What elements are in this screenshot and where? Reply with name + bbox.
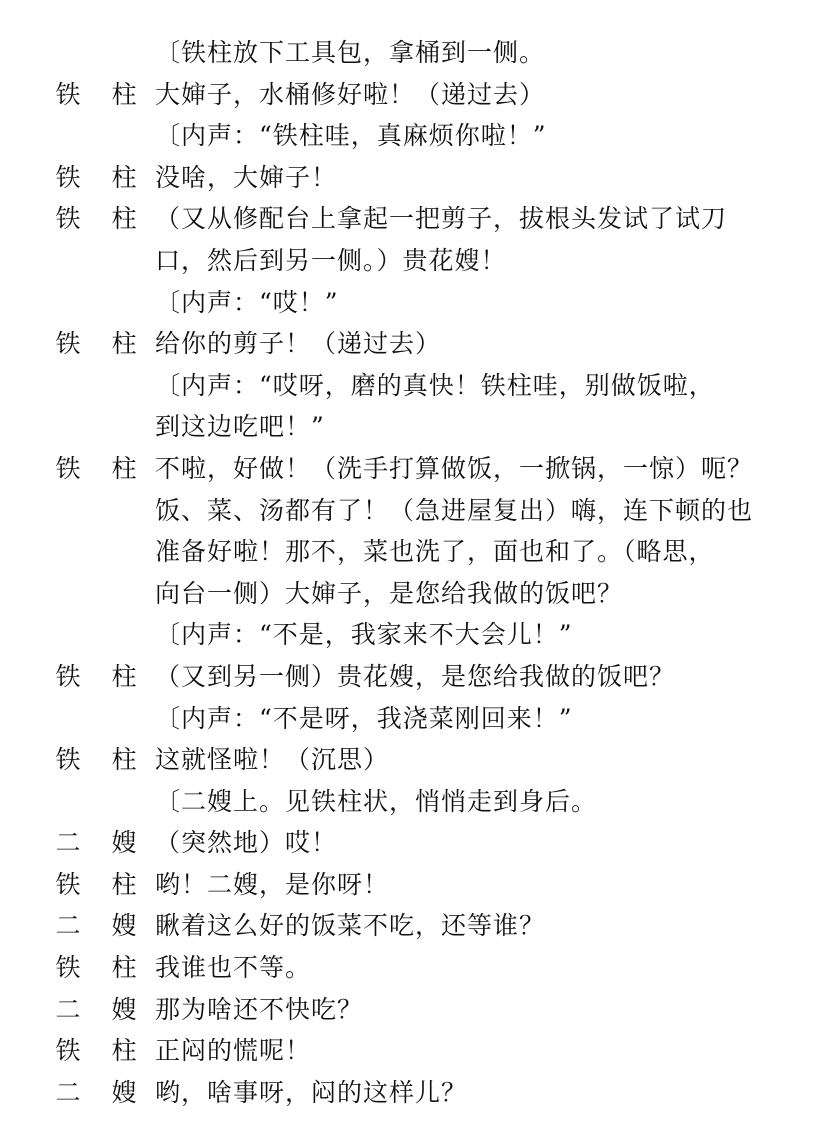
direction-text: 〔铁柱放下工具包，拿桶到一侧。 [155,38,546,67]
speaker-name: 二 嫂 [55,994,137,1024]
dialogue-text: 不啦，好做！（洗手打算做饭，一掀锅，一惊）呃？ [155,453,754,483]
dialogue-line [0,157,822,199]
dialogue-text: 没啥，大婶子！ [155,162,338,192]
direction-text: 〔内声：“哎呀，磨的真快！铁柱哇，别做饭啦， [155,370,715,400]
dialogue-text: 那为啥还不快吃？ [155,994,364,1024]
dialogue-line [0,1030,822,1072]
dialogue-continuation [0,531,822,573]
stage-direction [0,698,822,740]
stage-direction [0,32,822,74]
dialogue-line [0,448,822,490]
dialogue-line [0,989,822,1031]
direction-continuation [0,406,822,448]
dialogue-text: 瞅着这么好的饭菜不吃，还等谁？ [155,911,546,941]
stage-direction [0,365,822,407]
speaker-name: 二 嫂 [55,828,137,858]
dialogue-text: 哟！二嫂，是你呀！ [155,869,390,899]
stage-direction [0,781,822,823]
dialogue-text: 正闷的慌呢！ [155,1036,312,1066]
dialogue-text: （又到另一侧）贵花嫂，是您给我做的饭吧？ [155,661,676,691]
dialogue-continuation [0,490,822,532]
direction-text: 〔内声：“不是，我家来不大会儿！” [155,620,573,650]
dialogue-continuation [0,573,822,615]
speaker-name: 铁 柱 [55,329,137,359]
speaker-name: 铁 柱 [55,953,137,983]
stage-direction [0,282,822,324]
dialogue-text: 这就怪啦！（沉思） [155,745,390,775]
speaker-name: 二 嫂 [55,1077,137,1107]
dialogue-text: 准备好啦！那不，菜也洗了，面也和了。（略思， [155,537,715,567]
dialogue-line [0,947,822,989]
dialogue-text: 我谁也不等。 [155,953,312,983]
dialogue-text: 向台一侧）大婶子，是您给我做的饭吧？ [155,578,624,608]
dialogue-line [0,74,822,116]
speaker-name: 铁 柱 [55,204,137,234]
speaker-name: 铁 柱 [55,162,137,192]
dialogue-continuation [0,240,822,282]
dialogue-line [0,323,822,365]
stage-direction [0,614,822,656]
direction-text: 〔内声：“铁柱哇，真麻烦你啦！” [155,121,547,151]
speaker-name: 铁 柱 [55,661,137,691]
dialogue-line [0,1072,822,1114]
speaker-name: 铁 柱 [55,453,137,483]
dialogue-line [0,739,822,781]
speaker-name: 铁 柱 [55,1036,137,1066]
speaker-name: 铁 柱 [55,869,137,899]
direction-text: 〔内声：“不是呀，我浇菜刚回来！” [155,703,573,733]
speaker-name: 二 嫂 [55,911,137,941]
dialogue-text: 给你的剪子！（递过去） [155,329,442,359]
stage-direction [0,115,822,157]
speaker-name: 铁 柱 [55,79,137,109]
dialogue-line [0,905,822,947]
dialogue-line [0,864,822,906]
dialogue-line [0,198,822,240]
direction-text: 〔内声：“哎！” [155,287,339,317]
direction-text: 到这边吃吧！” [155,412,325,442]
dialogue-text: （突然地）哎！ [155,828,338,858]
dialogue-line [0,656,822,698]
speaker-name: 铁 柱 [55,745,137,775]
dialogue-text: 口，然后到另一侧。）贵花嫂！ [155,245,507,275]
dialogue-line [0,822,822,864]
dialogue-text: 饭、菜、汤都有了！（急进屋复出）嗨，连下顿的也 [155,495,754,525]
script-body [0,32,822,1113]
dialogue-text: 大婶子，水桶修好啦！（递过去） [155,79,546,109]
dialogue-text: （又从修配台上拿起一把剪子，拔根头发试了试刀 [155,204,728,234]
dialogue-text: 哟，啥事呀，闷的这样儿？ [155,1077,468,1107]
direction-text: 〔二嫂上。见铁柱状，悄悄走到身后。 [155,786,598,816]
